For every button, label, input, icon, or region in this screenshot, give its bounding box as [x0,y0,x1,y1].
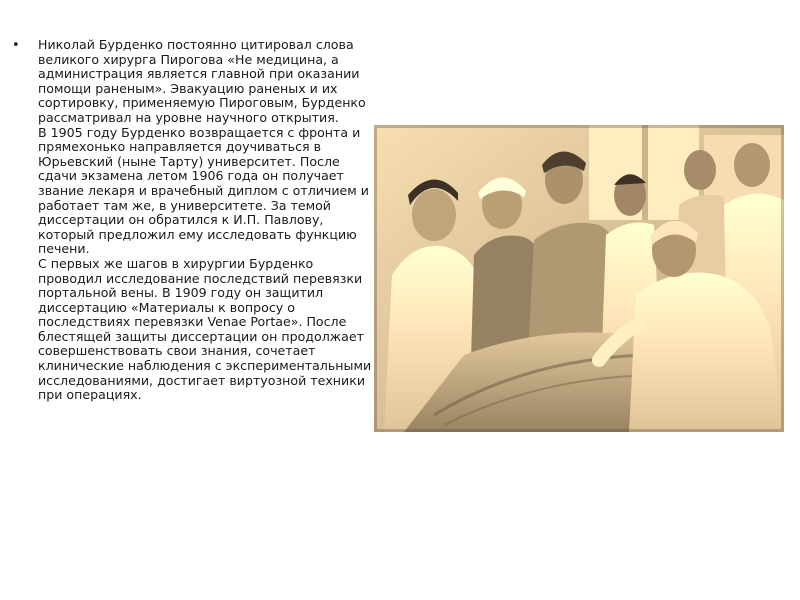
paragraph-3: С первых же шагов в хирургии Бурденко проводил исследование последствий перевязки портальной вены. В 1909 году он защитил диссертацию «Материалы к вопросу о последствиях перевязки Venae Portae». После блестящей защиты диссертации он продолжает совершенствовать свои знания, сочетает клинические наблюдения с экспериментальными исследованиями, достигает виртуозной техники при операциях. [38,255,372,403]
paragraph-1: Николай Бурденко постоянно цитировал слова великого хирурга Пирогова «Не медицина, а администрация является главной при оказании помощи раненым». Эвакуацию раненых и их сортировку, применяемую Пироговым, Бурденко рассматривал на уровне научного открытия. [38,37,366,125]
surgeons-photo [374,125,784,432]
bullet-text-block [12,38,372,403]
paragraph-2: В 1905 году Бурденко возвращается с фронта и прямехонько направляется доучиваться в Юрьевский (ныне Тарту) университет. После сдачи экзамена летом 1906 года он получает звание лекаря и врачебный диплом с отличием и работает там же, в университете. За темой диссертации он обратился к И.П. Павлову, который предложил ему исследовать функцию печени. [38,124,369,257]
bullet-marker: • [12,38,20,53]
body-text [38,38,372,403]
